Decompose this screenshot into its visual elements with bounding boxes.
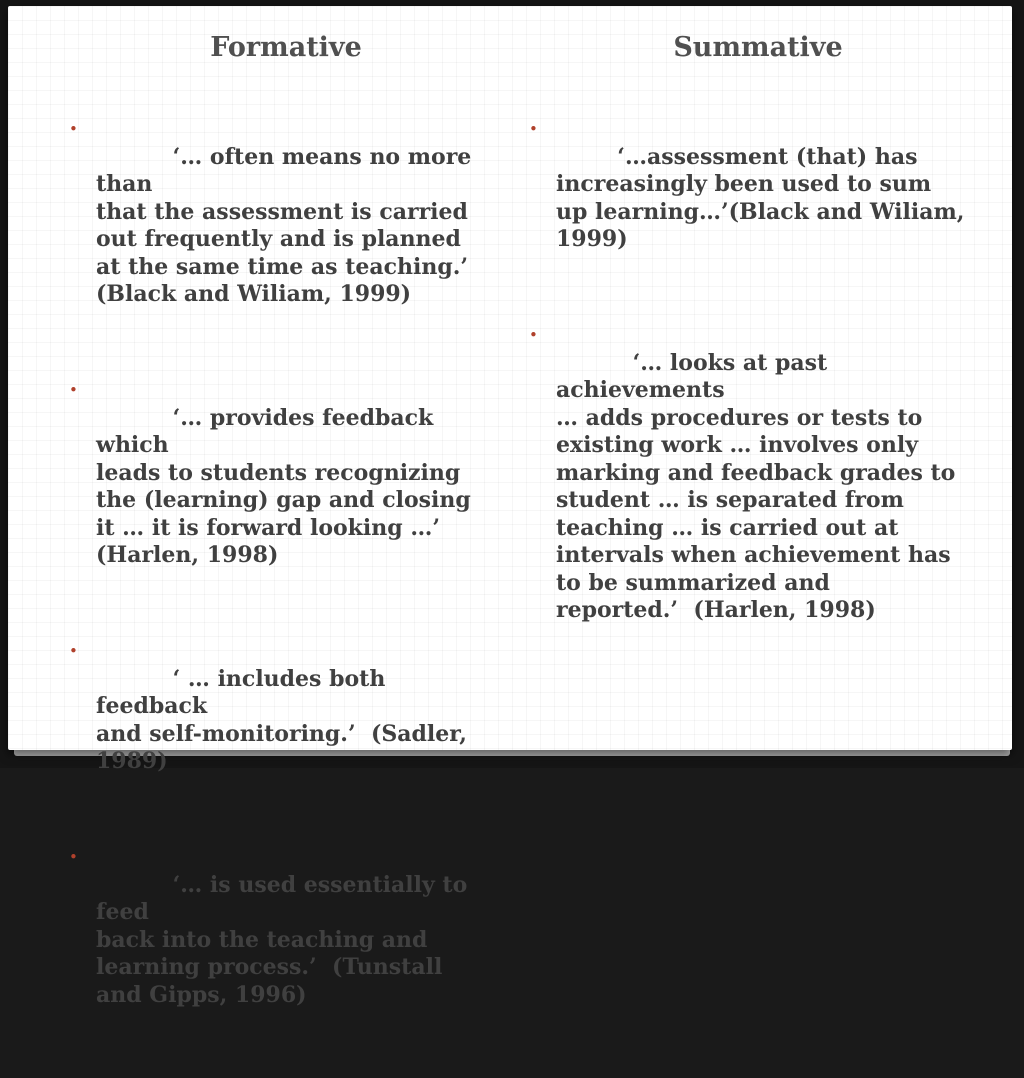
formative-quote-2 bbox=[69, 377, 498, 597]
formative-quote-1 bbox=[69, 116, 498, 336]
summative-heading: Summative bbox=[673, 32, 843, 63]
bullet-icon: • bbox=[529, 120, 538, 138]
summative-quote-2 bbox=[529, 322, 982, 652]
bullet-icon: • bbox=[69, 120, 78, 138]
quote-text: ‘ … includes both feedback and self-monitoring.’ (Sadler, 1989) bbox=[96, 665, 467, 774]
bullet-icon: • bbox=[69, 381, 78, 399]
quote-text: ‘… often means no more than that the assessment is carried out frequently and is planned at the same time as teaching.’ (Black and Wiliam, 1999) bbox=[96, 143, 472, 307]
quote-text: ‘… provides feedback which leads to students recognizing the (learning) gap and closing it … it is forward looking …’ (Harlen, 1998) bbox=[96, 404, 471, 568]
quote-text: ‘…assessment (that) has increasingly been used to sum up learning…’(Black and Wiliam, 1999) bbox=[556, 143, 965, 252]
summative-column bbox=[529, 116, 982, 693]
formative-heading: Formative bbox=[210, 32, 362, 63]
quote-text: ‘… is used essentially to feed back into the teaching and learning process.’ (Tunstall and Gipps, 1996) bbox=[96, 871, 468, 1008]
formative-quote-3 bbox=[69, 638, 498, 803]
bullet-icon: • bbox=[69, 642, 78, 660]
quote-text: ‘… looks at past achievements … adds procedures or tests to existing work … involves only marking and feedback grades to student … is separated from teaching … is carried out at intervals when achievement has to be summarized and reported.’ (Harlen, 1998) bbox=[556, 349, 956, 623]
formative-column bbox=[69, 116, 498, 1078]
bullet-icon: • bbox=[69, 848, 78, 866]
summative-quote-1 bbox=[529, 116, 982, 281]
slide-paper bbox=[8, 6, 1012, 1008]
bullet-icon: • bbox=[529, 326, 538, 344]
formative-quote-4 bbox=[69, 844, 498, 1037]
